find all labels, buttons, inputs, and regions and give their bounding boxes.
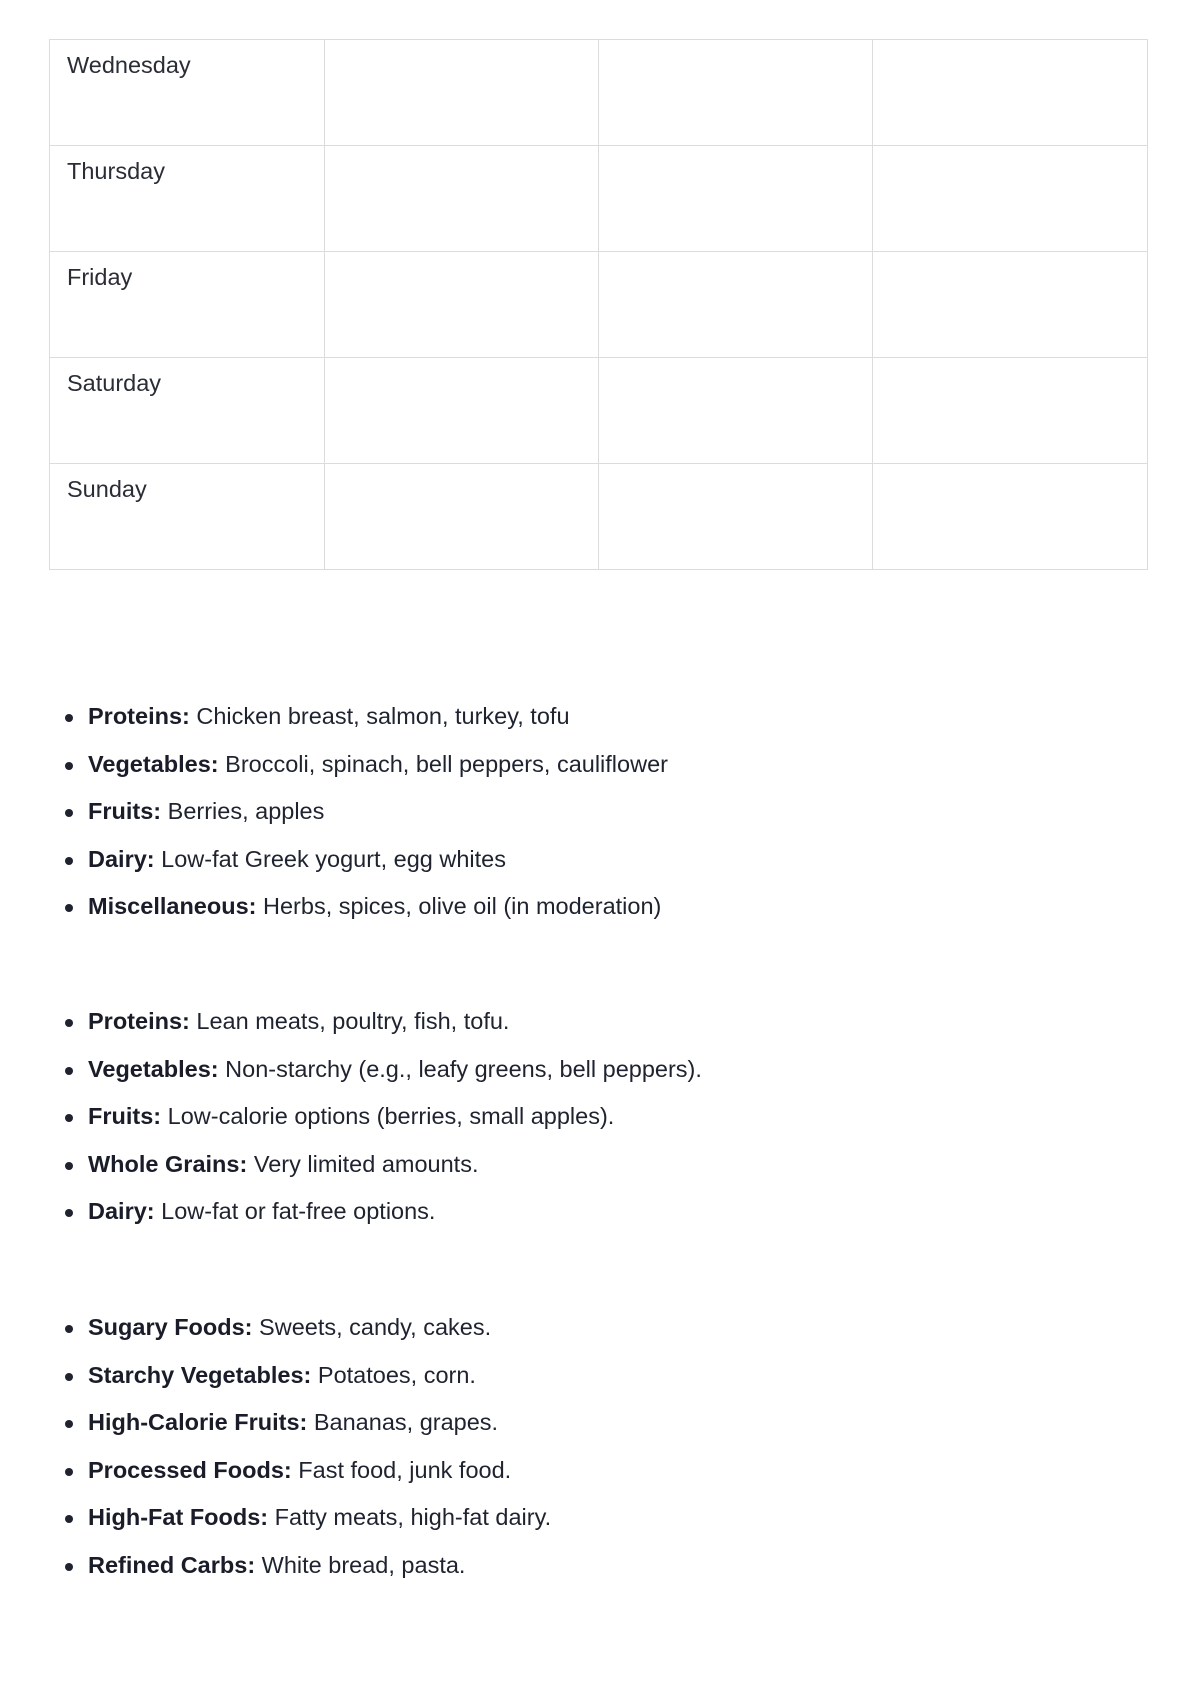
item-text: Fast food, junk food. [291, 1456, 512, 1483]
meal-plan-table [49, 39, 1148, 570]
meal-cell [599, 40, 873, 146]
item-text: Low-fat or fat-free options. [154, 1198, 436, 1224]
item-label: Whole Grains: [88, 1150, 248, 1177]
meal-cell [873, 464, 1148, 570]
item-label: Miscellaneous: [88, 893, 257, 919]
meal-cell [599, 464, 873, 570]
list-item [88, 836, 668, 884]
meal-cell [325, 146, 599, 252]
meal-cell [873, 358, 1148, 464]
meal-cell [873, 40, 1148, 146]
item-text: Low-fat Greek yogurt, egg whites [154, 845, 506, 872]
list-item [88, 1542, 551, 1590]
item-label: Starchy Vegetables: [88, 1361, 312, 1388]
meal-cell [873, 146, 1148, 252]
table-row [50, 252, 1148, 358]
meal-cell [599, 358, 873, 464]
item-text: Broccoli, spinach, bell peppers, cauliflower [218, 750, 668, 777]
list-item [88, 1304, 551, 1352]
meal-cell [599, 146, 873, 252]
item-text: Berries, apples [161, 798, 325, 824]
list-item [88, 693, 668, 741]
meal-cell [325, 40, 599, 146]
list-item [88, 1141, 702, 1189]
list-item [88, 1046, 702, 1094]
item-label: Fruits: [88, 798, 162, 824]
list-item [88, 1188, 702, 1236]
day-cell: Sunday [50, 464, 325, 570]
day-cell: Wednesday [50, 40, 325, 146]
table-row [50, 464, 1148, 570]
item-label: Sugary Foods: [88, 1314, 253, 1340]
item-text: Potatoes, corn. [311, 1361, 476, 1388]
item-text: Sweets, candy, cakes. [252, 1314, 492, 1340]
item-text: Bananas, grapes. [307, 1409, 499, 1435]
item-label: Vegetables: [88, 1055, 219, 1082]
item-label: High-Calorie Fruits: [88, 1409, 308, 1435]
item-text: Herbs, spices, olive oil (in moderation) [256, 893, 662, 919]
meal-cell [325, 252, 599, 358]
item-text: Chicken breast, salmon, turkey, tofu [189, 703, 570, 729]
day-cell: Saturday [50, 358, 325, 464]
item-text: Low-calorie options (berries, small apples). [161, 1103, 615, 1129]
list-item [88, 883, 668, 931]
list-item [88, 1399, 551, 1447]
table-row [50, 358, 1148, 464]
item-label: Fruits: [88, 1103, 162, 1129]
list-item [88, 1352, 551, 1400]
day-cell: Thursday [50, 146, 325, 252]
table-row [50, 40, 1148, 146]
item-label: High-Fat Foods: [88, 1504, 269, 1530]
item-label: Vegetables: [88, 750, 219, 777]
list-item [88, 1093, 702, 1141]
shopping-list [88, 693, 668, 931]
list-item [88, 998, 702, 1046]
item-label: Refined Carbs: [88, 1551, 256, 1578]
meal-cell [599, 252, 873, 358]
item-text: Lean meats, poultry, fish, tofu. [189, 1008, 510, 1034]
list-item [88, 1494, 551, 1542]
item-label: Proteins: [88, 703, 190, 729]
item-text: White bread, pasta. [255, 1551, 466, 1578]
item-label: Processed Foods: [88, 1456, 292, 1483]
list-item [88, 1447, 551, 1495]
foods-to-eat-list [88, 998, 702, 1236]
item-label: Proteins: [88, 1008, 190, 1034]
foods-to-avoid-list [88, 1304, 551, 1589]
item-text: Very limited amounts. [247, 1150, 479, 1177]
item-label: Dairy: [88, 1198, 155, 1224]
meal-cell [325, 464, 599, 570]
meal-cell [873, 252, 1148, 358]
item-text: Non-starchy (e.g., leafy greens, bell peppers). [218, 1055, 702, 1082]
item-label: Dairy: [88, 845, 155, 872]
table-row [50, 146, 1148, 252]
day-cell: Friday [50, 252, 325, 358]
list-item [88, 788, 668, 836]
item-text: Fatty meats, high-fat dairy. [268, 1504, 552, 1530]
meal-cell [325, 358, 599, 464]
list-item [88, 741, 668, 789]
